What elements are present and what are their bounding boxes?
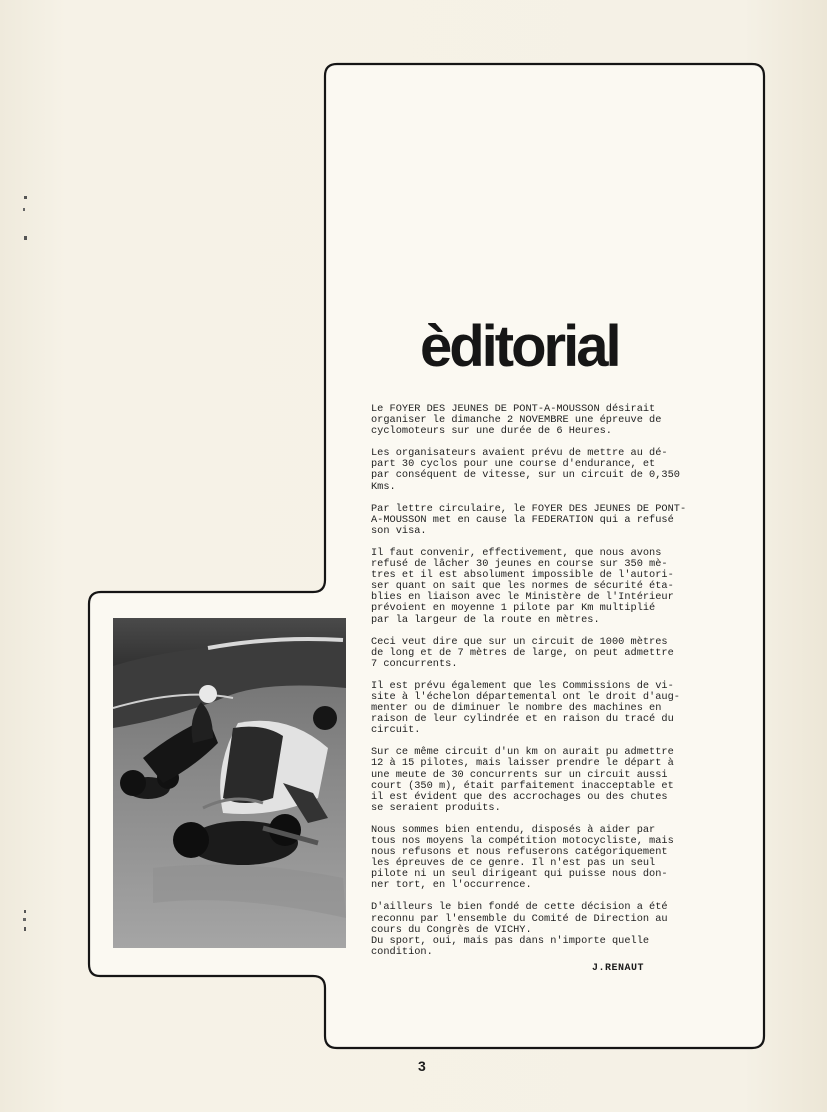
paragraph-4: Il faut convenir, effectivement, que nous avons refusé de lâcher 30 jeunes en course sur 350 mè- tres et il est absolument impossible de l'autori- ser quant on sait que les normes de sécurité éta- blies en liaison avec le Ministère de l'Intérieur prévoient en moyenne 1 pilote par Km multiplié par la largeur de la route en mètres. [371, 546, 674, 626]
paragraph-9: D'ailleurs le bien fondé de cette décision a été reconnu par l'ensemble du Comité de Direction au cours du Congrès de VICHY. [371, 901, 668, 936]
author-signature: J.RENAUT [592, 963, 645, 974]
paragraph-7: Sur ce même circuit d'un km on aurait pu admettre 12 à 15 pilotes, mais laisser prendre le départ à une meute de 30 concurrents sur un circuit aussi court (350 m), était parfaitement inacceptable et il est évident que des accrochages ou des chutes se seraient produits. [371, 746, 674, 814]
motorcycle-race-photo [113, 618, 346, 948]
editorial-title: èditorial [420, 314, 619, 379]
paragraph-1: Le FOYER DES JEUNES DE PONT-A-MOUSSON désirait organiser le dimanche 2 NOVEMBRE une épreuve de cyclomoteurs sur une durée de 6 Heures. [371, 403, 662, 438]
paragraph-8: Nous sommes bien entendu, disposés à aider par tous nos moyens la compétition motocycliste, mais nous refusons et nous refuserons catégoriquement les épreuves de ce genre. Il n'est pas un seul pilote ni un seul dirigeant qui puisse nous don- ner tort, en l'occurrence. [371, 823, 674, 892]
paragraph-2: Les organisateurs avaient prévu de mettre au dé- part 30 cyclos pour une course d'endurance, et par conséquent de vitesse, sur un circuit de 0,350 Kms. [371, 447, 680, 493]
margin-marks [18, 190, 30, 950]
paragraph-6: Il est prévu également que les Commissions de vi- site à l'échelon départemental ont le droit d'aug- menter ou de diminuer le nombre des machines en raison de leur cylindrée et en raison du tracé du circuit. [371, 679, 680, 737]
paragraph-10: Du sport, oui, mais pas dans n'importe quelle condition. [371, 934, 650, 958]
paragraph-5: Ceci veut dire que sur un circuit de 1000 mètres de long et de 7 mètres de large, on peut admettre 7 concurrents. [371, 635, 674, 670]
editorial-article [371, 404, 733, 969]
paragraph-3: Par lettre circulaire, le FOYER DES JEUNES DE PONT- A-MOUSSON met en cause la FEDERATION qui a refusé son visa. [371, 502, 687, 537]
page-number: 3 [418, 1058, 426, 1074]
